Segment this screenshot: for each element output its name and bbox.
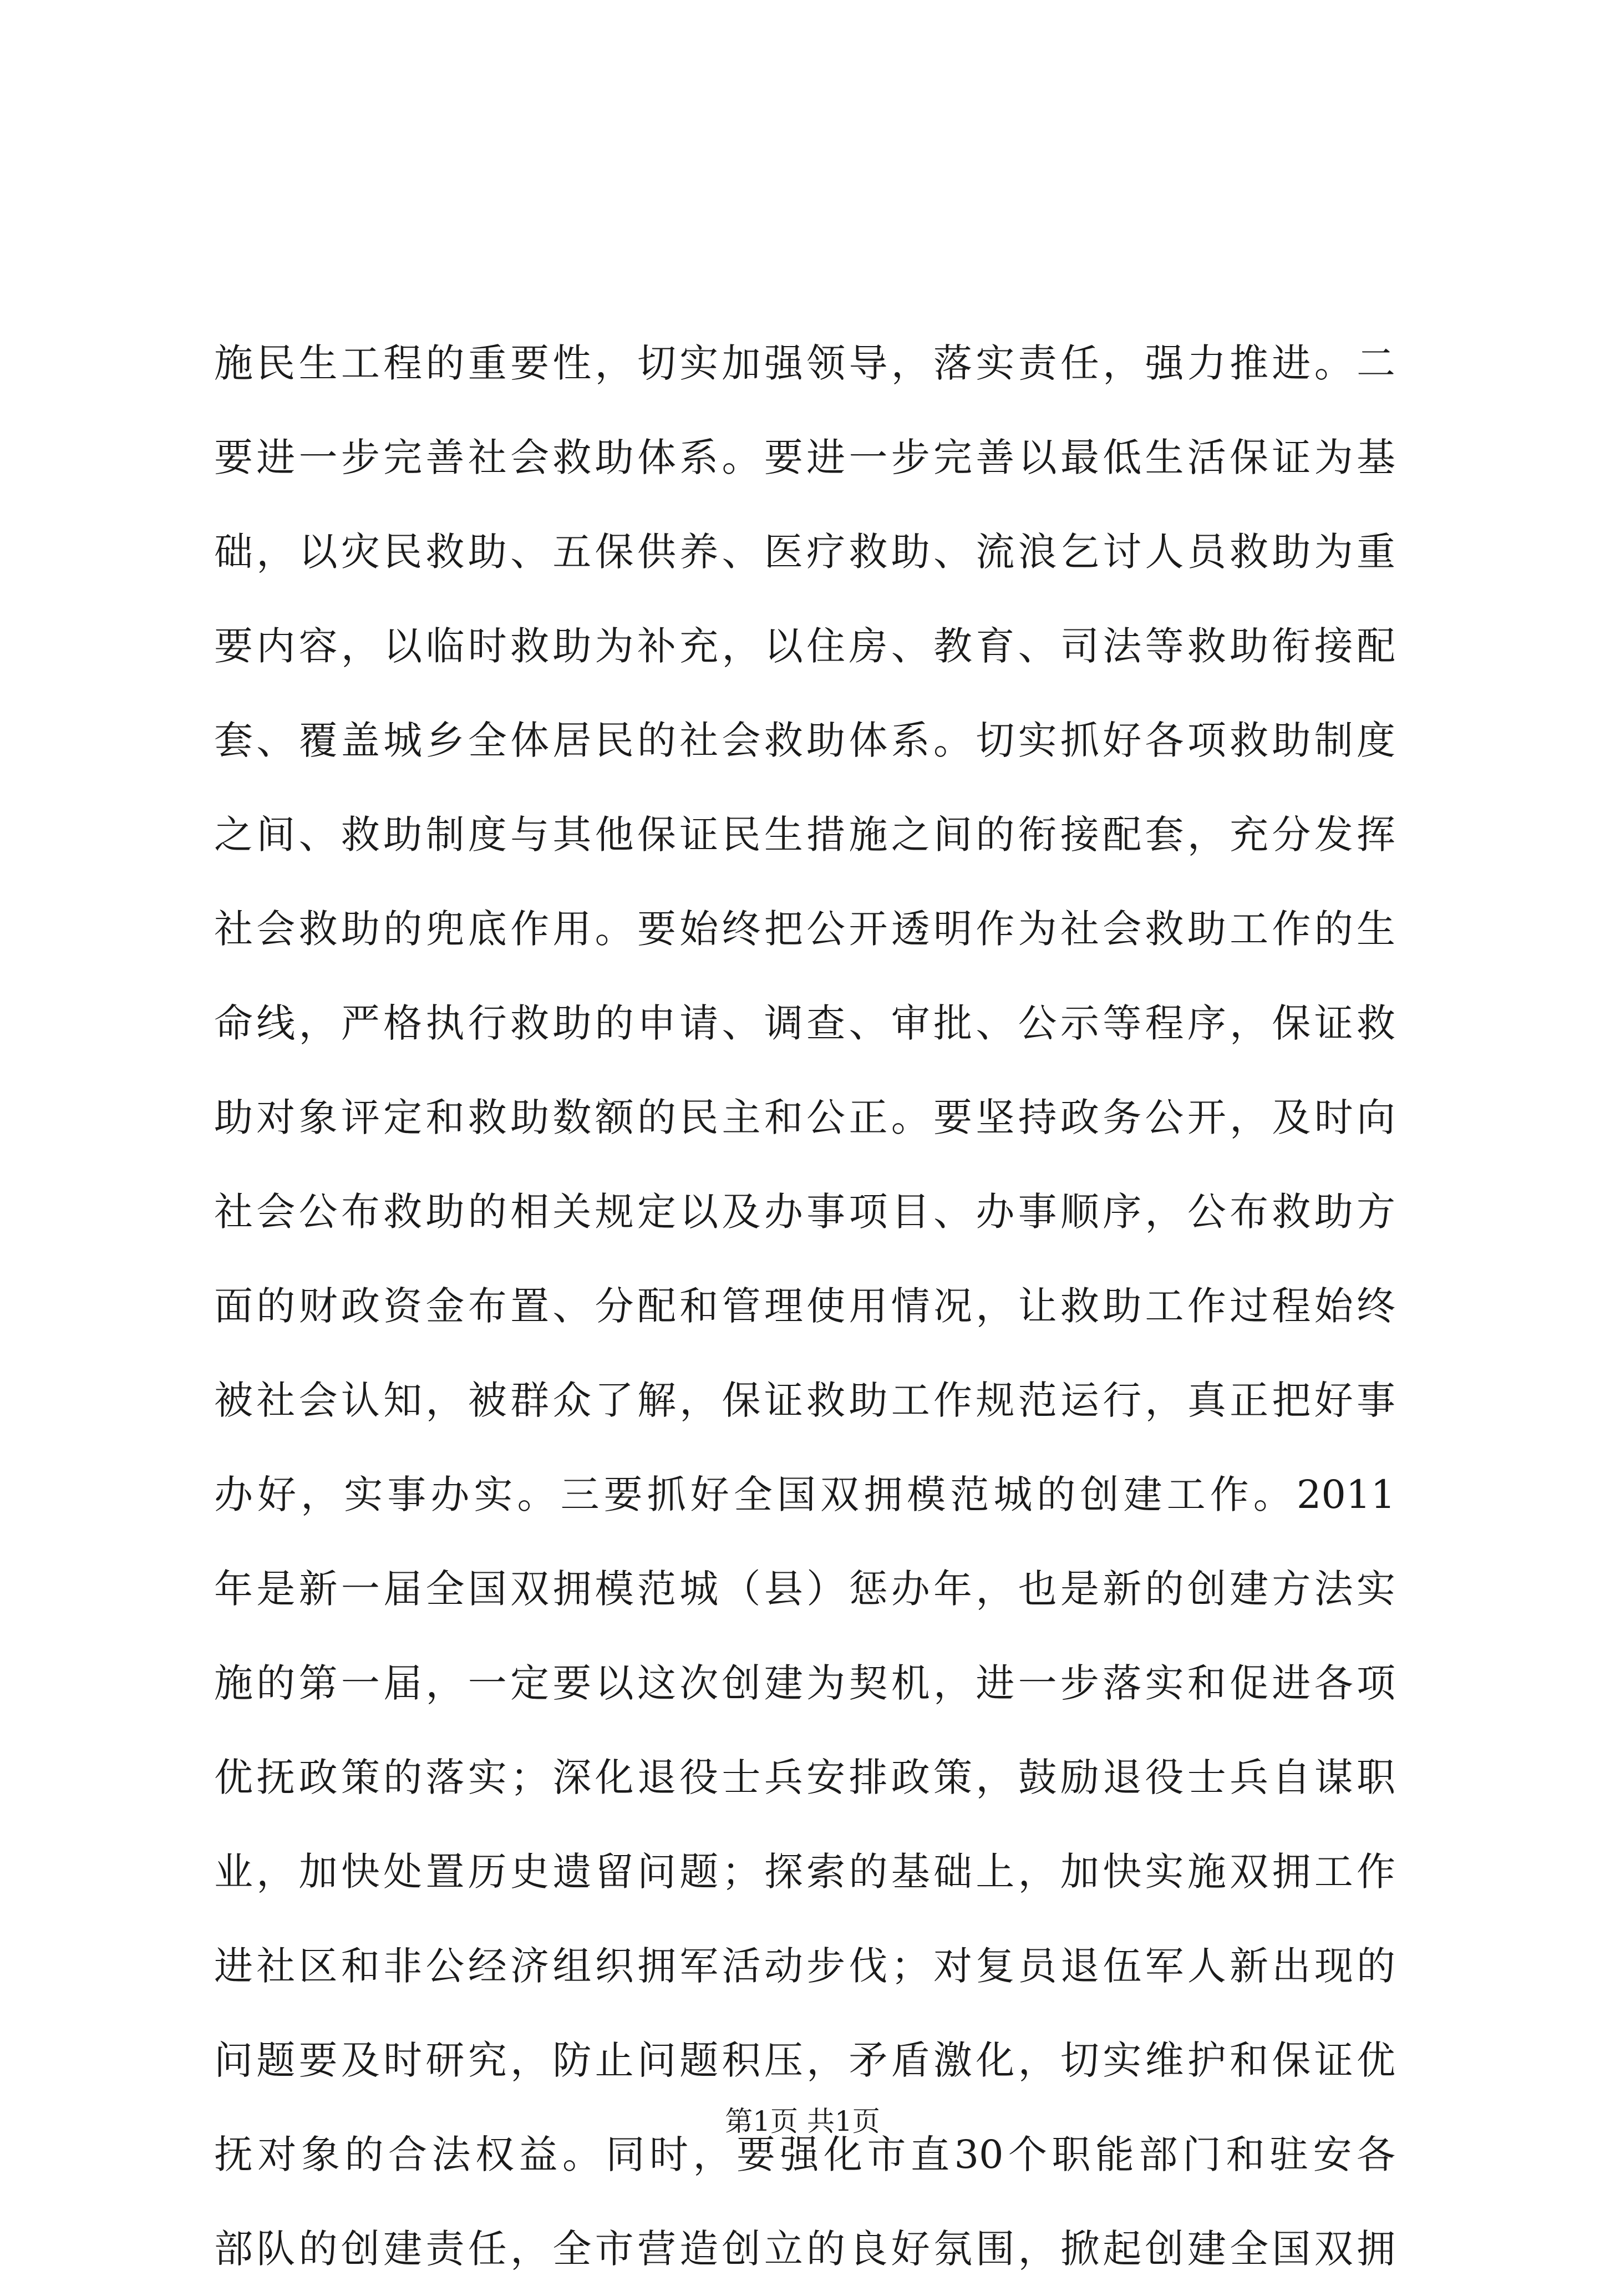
page-footer: 第1页 共1页	[725, 2105, 880, 2137]
text-line: 要进一步完善社会救助体系。要进一步完善以最低生活保证为基	[214, 435, 1395, 480]
text-line: 面的财政资金布置、分配和管理使用情况，让救助工作过程始终	[214, 1283, 1395, 1329]
text-line: 施民生工程的重要性，切实加强领导，落实责任，强力推进。二	[214, 341, 1395, 386]
text-line: 办好，实事办实。三要抓好全国双拥模范城的创建工作。2011	[214, 1472, 1395, 1517]
text-line: 被社会认知，被群众了解，保证救助工作规范运行，真正把好事	[214, 1378, 1395, 1423]
text-line: 础，以灾民救助、五保供养、医疗救助、流浪乞讨人员救助为重	[214, 529, 1395, 575]
text-line: 社会公布救助的相关规定以及办事项目、办事顺序，公布救助方	[214, 1189, 1395, 1235]
body-text	[214, 316, 1395, 2296]
text-line: 施的第一届，一定要以这次创建为契机，进一步落实和促进各项	[214, 1660, 1395, 1706]
text-line: 进社区和非公经济组织拥军活动步伐；对复员退伍军人新出现的	[214, 1943, 1395, 1989]
text-line: 社会救助的兜底作用。要始终把公开透明作为社会救助工作的生	[214, 906, 1395, 952]
text-line: 业，加快处置历史遗留问题；探索的基础上，加快实施双拥工作	[214, 1849, 1395, 1894]
text-line: 要内容，以临时救助为补充，以住房、教育、司法等救助衔接配	[214, 623, 1395, 669]
text-line: 之间、救助制度与其他保证民生措施之间的衔接配套，充分发挥	[214, 812, 1395, 857]
text-line: 套、覆盖城乡全体居民的社会救助体系。切实抓好各项救助制度	[214, 718, 1395, 763]
text-line: 助对象评定和救助数额的民主和公正。要坚持政务公开，及时向	[214, 1095, 1395, 1140]
text-line: 年是新一届全国双拥模范城（县）惩办年，也是新的创建方法实	[214, 1566, 1395, 1612]
text-line: 优抚政策的落实；深化退役士兵安排政策，鼓励退役士兵自谋职	[214, 1755, 1395, 1800]
text-line: 抚对象的合法权益。同时，要强化市直30个职能部门和驻安各	[214, 2132, 1395, 2177]
text-line: 问题要及时研究，防止问题积压，矛盾激化，切实维护和保证优	[214, 2038, 1395, 2083]
text-line: 部队的创建责任，全市营造创立的良好氛围，掀起创建全国双拥	[214, 2226, 1395, 2272]
text-line: 命线，严格执行救助的申请、调查、审批、公示等程序，保证救	[214, 1000, 1395, 1046]
